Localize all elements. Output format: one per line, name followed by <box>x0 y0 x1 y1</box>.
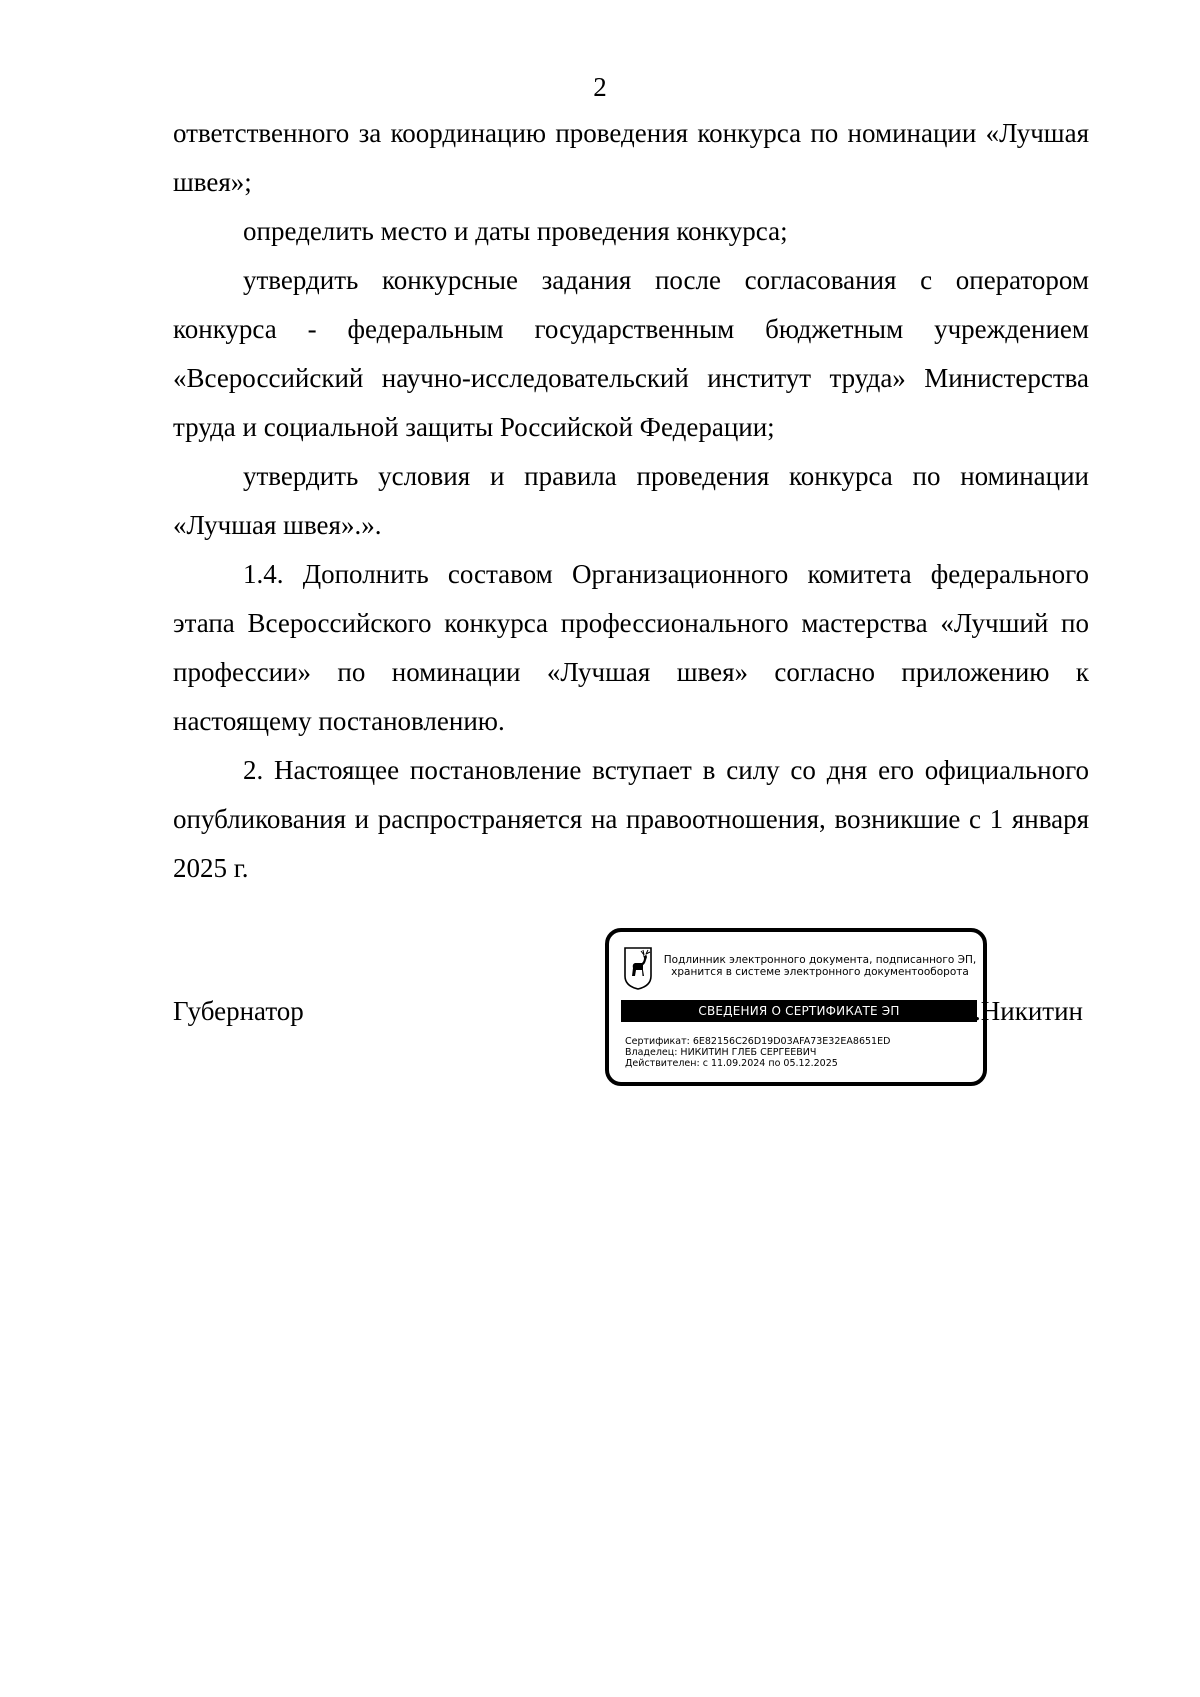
document-body <box>173 109 1089 893</box>
deer-emblem-icon <box>623 946 653 990</box>
paragraph: ответственного за координацию проведения конкурса по номинации «Лучшая швея»; <box>173 118 1089 197</box>
paragraph: 2. Настоящее постановление вступает в силу со дня его официального опубликования и распространяется на правоотношения, возникшие с 1 января 2025 г. <box>173 755 1089 883</box>
signer-position: Губернатор <box>173 996 304 1026</box>
stamp-header: СВЕДЕНИЯ О СЕРТИФИКАТЕ ЭП <box>621 1000 977 1022</box>
stamp-note <box>655 954 985 978</box>
stamp-note-line: хранится в системе электронного документооборота <box>671 966 969 978</box>
paragraph: 1.4. Дополнить составом Организационного комитета федерального этапа Всероссийского конкурса профессионального мастерства «Лучший по профессии» по номинации «Лучшая швея» согласно приложению к настоящему постановлению. <box>173 559 1089 736</box>
paragraph: утвердить конкурсные задания после согласования с оператором конкурса - федеральным государственным бюджетным учреждением «Всероссийский научно-исследовательский институт труда» Министерства труда и социальной защиты Российской Федерации; <box>173 265 1089 442</box>
certificate-owner: Владелец: НИКИТИН ГЛЕБ СЕРГЕЕВИЧ <box>625 1047 817 1058</box>
paragraph: определить место и даты проведения конкурса; <box>243 216 788 246</box>
certificate-number: Сертификат: 6E82156C26D19D03AFA73E32EA8651ED <box>625 1036 891 1047</box>
signer-name: Г.С.Никитин <box>936 996 1083 1026</box>
stamp-note-line: Подлинник электронного документа, подписанного ЭП, <box>663 954 977 966</box>
electronic-signature-stamp <box>605 928 987 1086</box>
page-number: 2 <box>593 72 607 102</box>
paragraph: утвердить условия и правила проведения конкурса по номинации «Лучшая швея».». <box>173 461 1089 540</box>
certificate-details <box>625 1036 890 1069</box>
certificate-validity: Действителен: с 11.09.2024 по 05.12.2025 <box>625 1058 838 1069</box>
